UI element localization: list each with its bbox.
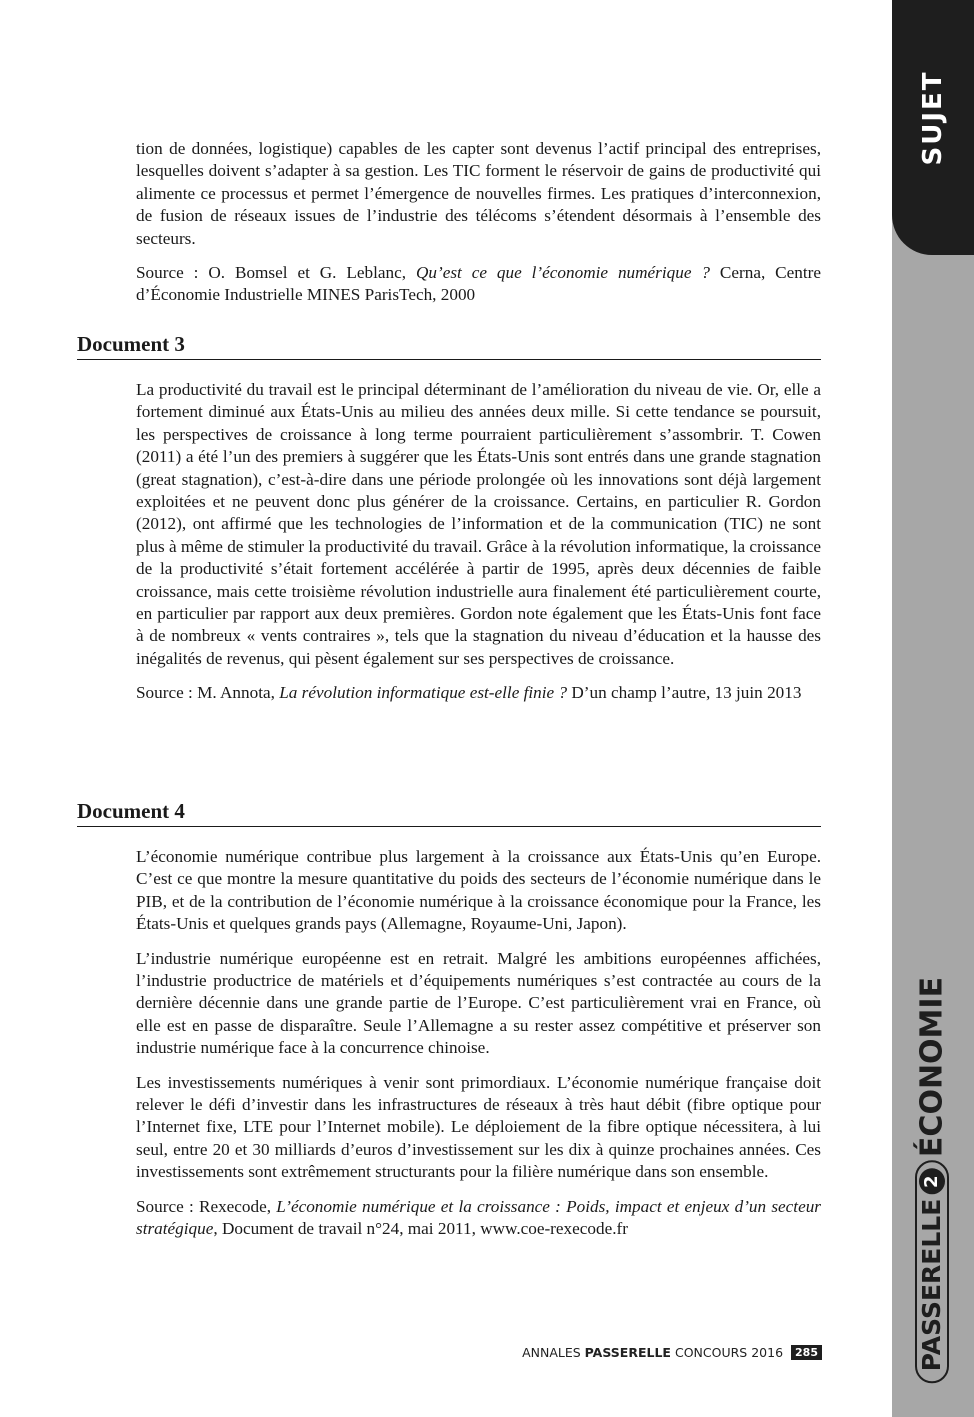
- document-3-block: [136, 379, 821, 705]
- page-number: 285: [791, 1345, 822, 1360]
- page-footer: [522, 1345, 822, 1360]
- section-tab: [892, 0, 974, 255]
- footer-brand: PASSERELLE: [584, 1345, 671, 1360]
- intro-source: [136, 262, 821, 307]
- source-suffix: , Document de travail n°24, mai 2011, www.coe-rexecode.fr: [213, 1219, 628, 1239]
- logo-number: 2: [919, 1169, 945, 1195]
- document-3-heading: Document 3: [77, 331, 821, 360]
- section-label: SUJET: [918, 70, 948, 166]
- source-title: La révolution informatique est-elle finie ?: [279, 683, 568, 703]
- document-4-paragraph: L’industrie numérique européenne est en retrait. Malgré les ambitions européennes affichées, l’industrie productrice de matériels et d’équipements numériques s’est contractée au cours de la dernière décennie dans une grande partie de l’Europe. C’est particulièrement vrai en France, où elle est en passe de disparaître. Seule l’Allemagne a su rester assez compétitive et préserver son industrie numérique face à la concurrence chinoise.: [136, 948, 821, 1058]
- intro-paragraph: tion de données, logistique) capables de les capter sont devenus l’actif principal des entreprises, lesquelles doivent s’adapter à sa gestion. Les TIC forment le réservoir de gains de productivité qui alimente ce processus et permet l’émergence de nouvelles firmes. Les pratiques d’interconnexion, de fusion de réseaux issues de l’industrie des télécoms s’étendent désormais à l’ensemble des secteurs.: [136, 139, 821, 248]
- source-prefix: Source : O. Bomsel et G. Leblanc,: [136, 263, 416, 283]
- source-title: L’économie numérique et la croissance : Poids, impact et enjeux d’un secteur stratégique: [136, 1196, 821, 1239]
- document-4-heading: Document 4: [77, 798, 821, 827]
- document-4-paragraph: L’économie numérique contribue plus largement à la croissance aux États-Unis qu’en Europe. C’est ce que montre la mesure quantitative du poids des secteurs de l’économie numérique dans le PIB, et de la contribution de l’économie numérique à la croissance économique pour la France, les États-Unis et quelques grands pays (Allemagne, Royaume-Uni, Japon).: [136, 847, 821, 934]
- source-suffix: Cerna, Centre d’Économie Industrielle MINES ParisTech, 2000: [136, 263, 821, 305]
- footer-prefix: ANNALES: [522, 1345, 581, 1360]
- document-4-source: [136, 1196, 821, 1241]
- document-4-block: [136, 846, 821, 1241]
- footer-suffix: CONCOURS 2016: [674, 1345, 784, 1360]
- source-prefix: Source : Rexecode,: [136, 1196, 277, 1216]
- document-4-paragraph: Les investissements numériques à venir sont primordiaux. L’économie numérique française doit relever le défi d’investir dans les infrastructures de réseaux à très haut débit (fibre optique pour l’Internet fixe, LTE pour l’Internet mobile). Le déploiement de la fibre optique nécessitera, à lui seul, entre 20 et 30 milliards d’euros d’investissement sur les dix à quinze prochaines années. Ces investissements sont extrêmement structurants pour la filière numérique dans son ensemble.: [136, 1072, 821, 1182]
- logo-wordmark: [915, 1161, 949, 1384]
- side-tab: [892, 0, 974, 1417]
- document-3-source: [136, 682, 821, 704]
- subject-label: ÉCONOMIE: [914, 976, 950, 1158]
- passerelle-logo: [915, 1161, 949, 1384]
- source-title: Qu’est ce que l’économie numérique ?: [415, 263, 710, 283]
- intro-block: [136, 138, 821, 307]
- source-suffix: D’un champ l’autre, 13 juin 2013: [567, 683, 802, 703]
- logo-text: PASSERELLE: [917, 1198, 946, 1372]
- source-prefix: Source : M. Annota,: [136, 683, 280, 703]
- document-3-paragraph: La productivité du travail est le principal déterminant de l’amélioration du niveau de vie. Or, elle a fortement diminué aux États-Unis au milieu des années deux mille. Si cette tendance se poursuit, les perspectives de croissance à long terme pourraient particulièrement s’assombrir. T. Cowen (2011) a été l’un des premiers à suggérer que les États-Unis sont entrés dans une grande stagnation (great stagnation), c’est-à-dire dans une période prolongée où les innovations sont déjà largement exploitées et ne peuvent donc plus générer de la croissance. Certains, en particulier R. Gordon (2012), ont affirmé que les technologies de l’information et de la communication (TIC) ne sont plus à même de stimuler la productivité du travail. Grâce à la révolution informatique, la croissance de la productivité s’était fortement accélérée à partir de 1995, après deux décennies de faible croissance, mais cette troisième révolution industrielle aura finalement été particulièrement courte, en particulier par rapport aux deux premières. Gordon note également que les États-Unis font face à de nombreux « vents contraires », tels que la stagnation du niveau d’éducation et la hausse des inégalités de revenus, qui pèsent également sur ses perspectives de croissance.: [136, 380, 821, 668]
